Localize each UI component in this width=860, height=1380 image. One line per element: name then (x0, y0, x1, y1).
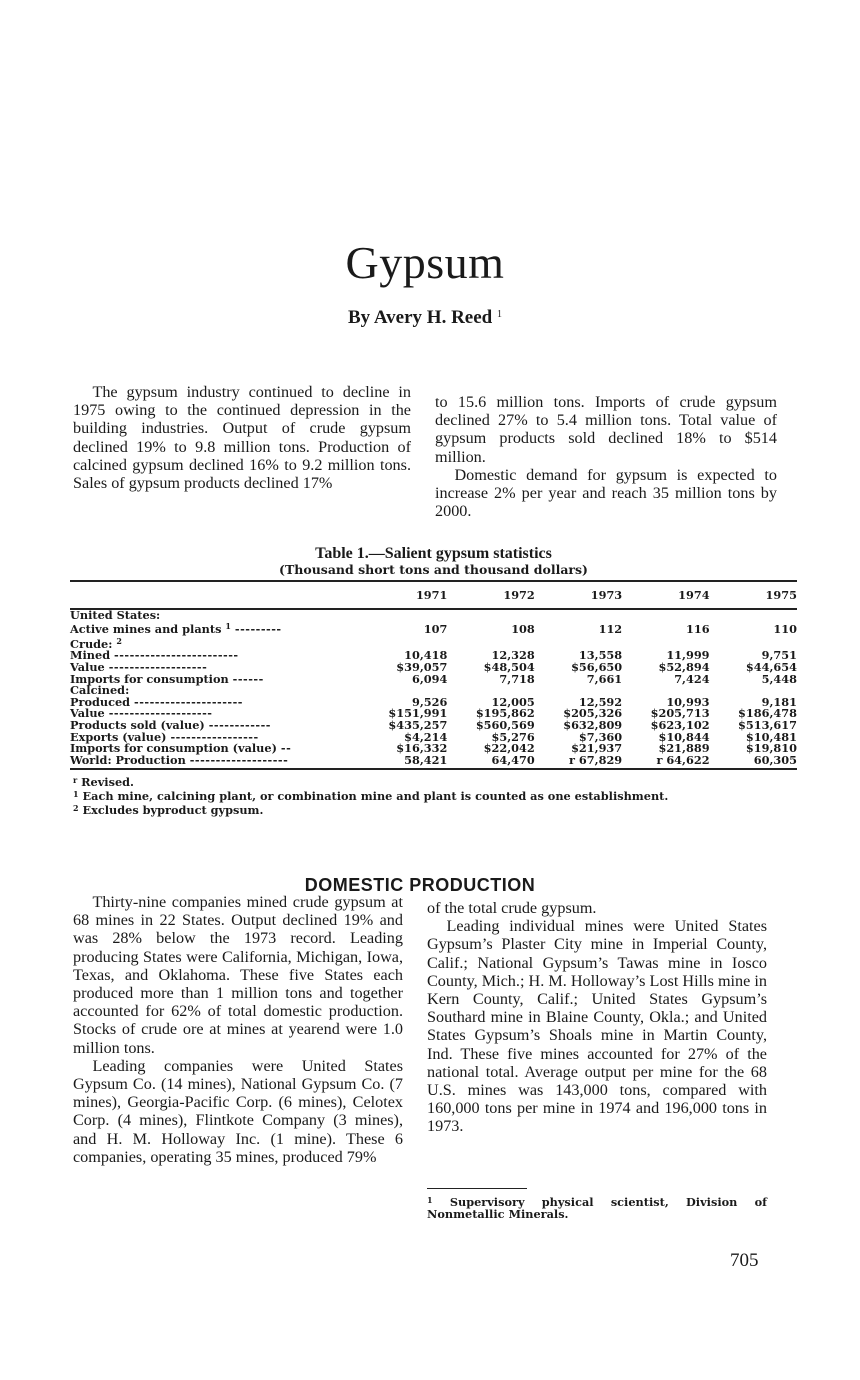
body-left-column (73, 893, 403, 1166)
cell-1971: $4,214 (404, 729, 448, 744)
cell-1975: $10,481 (745, 729, 797, 744)
cell-1975: $19,810 (745, 741, 797, 756)
cell-1974: 11,999 (666, 648, 710, 663)
cell-1974: $52,894 (658, 659, 710, 674)
salient-statistics-table (70, 580, 797, 770)
table-notes (70, 775, 797, 816)
cell-1972: $48,504 (483, 659, 535, 674)
table-row (70, 609, 797, 622)
table-note: $^1$ Each mine, calcining plant, or combination mine and plant is counted as one establishment. (73, 789, 669, 804)
cell-1974: 116 (685, 622, 710, 637)
row-label: Imports for consumption ------ (70, 671, 264, 686)
intro-paragraph-1-continued: to 15.6 million tons. Imports of crude gypsum declined 27% to 5.4 million tons. Total value of gypsum products sold declined 18% to $514 million. (435, 393, 777, 466)
table-header-year: 1971 (360, 581, 447, 609)
cell-1972: $5,276 (491, 729, 535, 744)
cell-1975: $513,617 (738, 717, 797, 732)
body-paragraph-continued: of the total crude gypsum. (427, 899, 597, 917)
table-row (70, 621, 797, 636)
salient-statistics-table-block (70, 545, 797, 817)
cell-1973: 12,592 (578, 694, 623, 709)
body-right-column (427, 899, 767, 1136)
cell-1973: $205,326 (563, 706, 623, 721)
cell-1975: $186,478 (738, 706, 797, 721)
author-footnote (427, 1195, 767, 1220)
cell-1972: 12,005 (491, 694, 535, 709)
table-note: $^r$ Revised. (73, 775, 134, 790)
cell-1972: 7,718 (499, 671, 535, 686)
intro-right-column (435, 393, 777, 520)
table-note: $^2$ Excludes byproduct gypsum. (73, 802, 264, 817)
cell-1973: 7,661 (586, 671, 623, 686)
author-byline (0, 307, 850, 329)
table-header-year: 1975 (710, 581, 797, 609)
body-paragraph: Leading individual mines were United States Gypsum’s Plaster City mine in Imperial County, Calif.; National Gypsum’s Tawas mine in Iosco County, Mich.; H. M. Holloway’s Lost Hills mine in Kern County, Calif.; United States Gypsum’s Southard mine in Blaine County, Okla.; and United States Gypsum’s Shoals mine in Martin County, Ind. These five mines accounted for 27% of the national total. Average output per mine for the 68 U.S. mines was 143,000 tons, compared with 160,000 tons per mine in 1974 and 196,000 tons in 1973. (427, 917, 767, 1136)
table-header-year: 1972 (447, 581, 534, 609)
footnote-mark: 1 (427, 1195, 433, 1205)
cell-1973: r 67,829 (535, 755, 622, 770)
row-label: Mined ------------------------ (70, 648, 239, 663)
cell-1972: $560,569 (475, 717, 535, 732)
cell-1974: 10,993 (666, 694, 710, 709)
cell-1975: $44,654 (745, 659, 797, 674)
cell-1972: 64,470 (447, 755, 534, 770)
cell-1973: $7,360 (578, 729, 623, 744)
cell-1974: $205,713 (650, 706, 710, 721)
cell-1973: $21,937 (571, 741, 623, 756)
cell-1972: 12,328 (491, 648, 535, 663)
cell-1974: $21,889 (658, 741, 710, 756)
row-label: Produced --------------------- (70, 694, 243, 709)
cell-1972: $22,042 (483, 741, 535, 756)
row-label: United States: (70, 607, 161, 622)
table-title: Table 1.—Salient gypsum statistics (315, 545, 552, 562)
table-subtitle: (Thousand short tons and thousand dollars) (279, 562, 588, 577)
cell-1971: $16,332 (396, 741, 448, 756)
cell-1975: 60,305 (710, 755, 797, 770)
cell-1971: 6,094 (412, 671, 448, 686)
table-header-year: 1974 (622, 581, 709, 609)
row-label: Exports (value) ----------------- (70, 729, 259, 744)
cell-1974: r 64,622 (622, 755, 709, 770)
body-paragraph: Leading companies were United States Gypsum Co. (14 mines), National Gypsum Co. (7 mines), Georgia-Pacific Corp. (6 mines), Celotex Corp. (4 mines), Flintkote Company (3 mines), and H. M. Holloway Inc. (1 mine). These 6 companies, operating 35 mines, produced 79% (73, 1056, 403, 1166)
author-name: By Avery H. Reed (348, 307, 493, 328)
body-paragraph: Thirty-nine companies mined crude gypsum at 68 mines in 22 States. Output declined 19% and was 28% below the 1973 record. Leading producing States were California, Michigan, Iowa, Texas, and Oklahoma. These five States each produced more than 1 million tons and together accounted for 62% of total domestic production. Stocks of crude ore at mines at yearend were 1.0 million tons. (73, 893, 403, 1057)
footnote-text: Supervisory physical scientist, Division of Nonmetallic Minerals. (427, 1195, 767, 1221)
cell-1973: $632,809 (563, 717, 623, 732)
cell-1971: 9,526 (412, 694, 448, 709)
cell-1971: 10,418 (404, 648, 448, 663)
cell-1972: 108 (511, 622, 535, 637)
cell-1973: $56,650 (571, 659, 623, 674)
row-label: Products sold (value) ------------ (70, 717, 271, 732)
footnote-divider (427, 1188, 527, 1189)
cell-1975 (710, 609, 797, 622)
cell-1971: 107 (423, 622, 448, 637)
cell-1975: 110 (773, 622, 797, 637)
row-label: Value -------------------- (70, 706, 213, 721)
table-header-year: 1973 (535, 581, 622, 609)
table-header-row (70, 581, 797, 609)
cell-1971: $435,257 (388, 717, 448, 732)
table-row (70, 755, 797, 770)
cell-1973 (535, 609, 622, 622)
cell-1975: 9,181 (761, 694, 797, 709)
row-label: Active mines and plants $^1$ --------- (70, 621, 282, 637)
cell-1974: $10,844 (658, 729, 710, 744)
byline-footnote-ref: 1 (497, 309, 502, 320)
cell-1974 (622, 609, 709, 622)
section-heading: DOMESTIC PRODUCTION (304, 874, 536, 895)
intro-paragraph-1: The gypsum industry continued to decline in 1975 owing to the continued depression in the building industries. Output of crude gypsum declined 19% to 9.8 million tons. Production of calcined gypsum declined 16% to 9.2 million tons. Sales of gypsum products declined 17% (73, 383, 411, 493)
table-header-label (70, 581, 360, 609)
cell-1974: $623,102 (650, 717, 710, 732)
table-row (70, 674, 797, 686)
intro-paragraph-2: Domestic demand for gypsum is expected to increase 2% per year and reach 35 million tons by 2000. (435, 465, 777, 521)
cell-1972: $195,862 (475, 706, 535, 721)
cell-1971: 58,421 (360, 755, 447, 770)
cell-1974: 7,424 (674, 671, 710, 686)
cell-1971: $39,057 (396, 659, 448, 674)
row-label: Value ------------------- (70, 659, 208, 674)
article-title: Gypsum (345, 236, 505, 288)
cell-1971 (360, 609, 447, 622)
cell-1975: 5,448 (761, 671, 797, 686)
row-label: Crude: $^2$ (70, 635, 122, 651)
row-label: World: Production ------------------- (70, 755, 360, 770)
cell-1973: 13,558 (578, 648, 623, 663)
row-label: Calcined: (70, 683, 130, 698)
intro-left-column (73, 383, 411, 492)
page-number: 705 (730, 1250, 759, 1271)
row-label: Imports for consumption (value) -- (70, 741, 292, 756)
cell-1971: $151,991 (388, 706, 448, 721)
cell-1973: 112 (598, 622, 623, 637)
cell-1972 (447, 609, 534, 622)
cell-1975: 9,751 (761, 648, 797, 663)
